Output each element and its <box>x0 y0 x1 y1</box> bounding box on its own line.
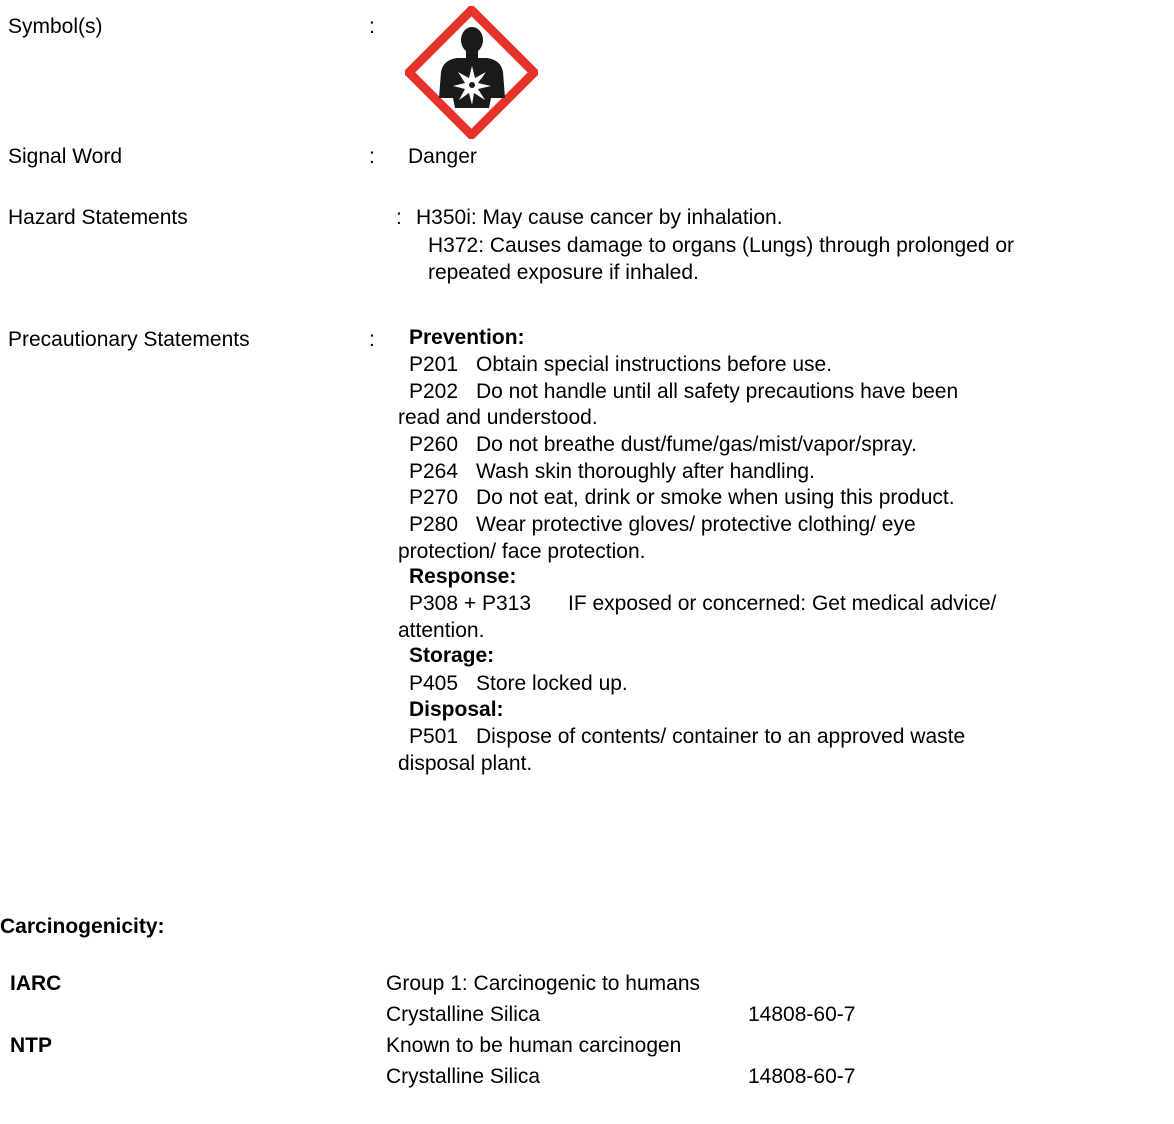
response-heading: Response: <box>409 565 517 588</box>
p202-text: Do not handle until all safety precautions have been <box>476 380 959 403</box>
ntp-substance: Crystalline Silica <box>386 1065 541 1088</box>
precautionary-statements-colon: : <box>369 328 375 351</box>
hazard-h350i: H350i: May cause cancer by inhalation. <box>416 206 783 229</box>
p270-code: P270 <box>409 486 459 509</box>
p280-code: P280 <box>409 513 459 536</box>
p405-text: Store locked up. <box>476 672 628 695</box>
iarc-substance: Crystalline Silica <box>386 1003 541 1026</box>
disposal-heading: Disposal: <box>409 698 504 721</box>
p501-text: Dispose of contents/ container to an approved waste <box>476 725 966 748</box>
carcinogenicity-heading: Carcinogenicity: <box>0 915 165 938</box>
prevention-heading: Prevention: <box>409 326 525 349</box>
iarc-cas-number: 14808-60-7 <box>748 1003 856 1026</box>
signal-word-colon: : <box>369 145 375 168</box>
symbols-label: Symbol(s) <box>8 15 103 38</box>
p280-cont: protection/ face protection. <box>398 540 646 563</box>
ntp-cas-number: 14808-60-7 <box>748 1065 856 1088</box>
ntp-label: NTP <box>10 1034 52 1057</box>
storage-heading: Storage: <box>409 644 495 667</box>
health-hazard-icon <box>405 6 538 139</box>
p264-code: P264 <box>409 460 459 483</box>
p260-text: Do not breathe dust/fume/gas/mist/vapor/spray. <box>476 433 917 456</box>
p405-code: P405 <box>409 672 459 695</box>
precautionary-statements-label: Precautionary Statements <box>8 328 250 351</box>
p501-code: P501 <box>409 725 459 748</box>
p202-cont: read and understood. <box>398 406 598 429</box>
signal-word-value: Danger <box>408 145 477 168</box>
iarc-label: IARC <box>10 972 62 995</box>
symbols-colon: : <box>369 15 375 38</box>
signal-word-label: Signal Word <box>8 145 123 168</box>
iarc-group: Group 1: Carcinogenic to humans <box>386 972 701 995</box>
p260-code: P260 <box>409 433 459 456</box>
p308-p313-cont: attention. <box>398 619 485 642</box>
p270-text: Do not eat, drink or smoke when using this product. <box>476 486 955 509</box>
p308-p313-text: IF exposed or concerned: Get medical advice/ <box>568 592 997 615</box>
ntp-group: Known to be human carcinogen <box>386 1034 682 1057</box>
hazard-h372-line2: repeated exposure if inhaled. <box>428 261 699 284</box>
p201-text: Obtain special instructions before use. <box>476 353 833 376</box>
hazard-h372-line1: H372: Causes damage to organs (Lungs) through prolonged or <box>428 234 1015 257</box>
p201-code: P201 <box>409 353 459 376</box>
hazard-statements-label: Hazard Statements <box>8 206 188 229</box>
p202-code: P202 <box>409 380 459 403</box>
p264-text: Wash skin thoroughly after handling. <box>476 460 815 483</box>
p280-text: Wear protective gloves/ protective clothing/ eye <box>476 513 916 536</box>
p308-p313-code: P308 + P313 <box>409 592 532 615</box>
p501-cont: disposal plant. <box>398 752 533 775</box>
hazard-statements-colon: : <box>396 206 402 229</box>
